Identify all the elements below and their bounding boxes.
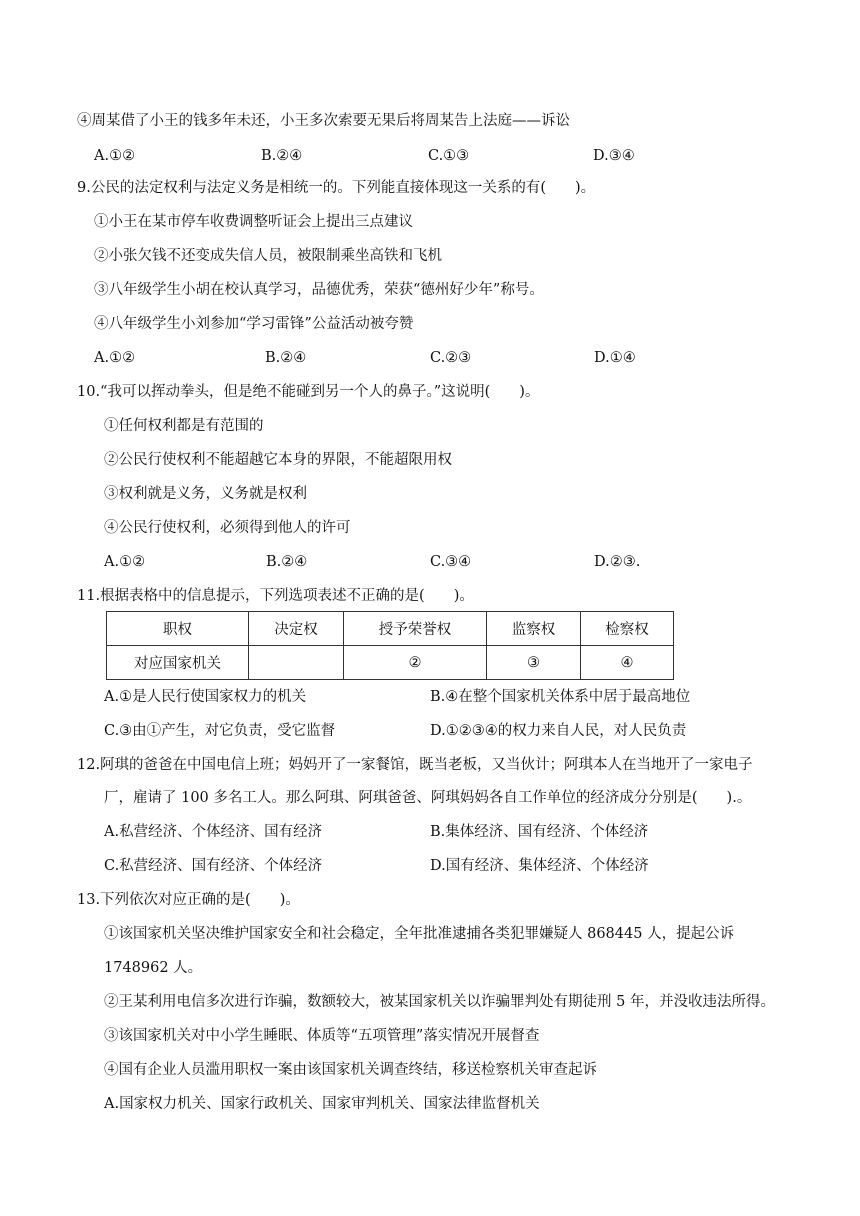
q9-option-b: B.②④ bbox=[265, 350, 307, 366]
q12-option-b: B.集体经济、国有经济、个体经济 bbox=[430, 824, 649, 840]
q13-item-2: ②王某利用电信多次进行诈骗，数额较大，被某国家机关以诈骗罪判处有期徒刑 5 年，并没收违法所得。 bbox=[104, 994, 775, 1010]
table-header-cell: 授予荣誉权 bbox=[344, 612, 487, 646]
q8-option-c: C.①③ bbox=[428, 148, 470, 164]
table-header-cell: 职权 bbox=[107, 612, 249, 646]
q9-item-2: ②小张欠钱不还变成失信人员，被限制乘坐高铁和飞机 bbox=[94, 248, 442, 264]
table-cell: ③ bbox=[487, 646, 581, 680]
q11-table bbox=[106, 611, 674, 680]
q11-option-a: A.①是人民行使国家权力的机关 bbox=[104, 689, 307, 705]
q10-option-a: A.①② bbox=[104, 554, 146, 570]
q10-item-3: ③权利就是义务，义务就是权利 bbox=[104, 486, 307, 502]
q9-option-c: C.②③ bbox=[430, 350, 472, 366]
table-cell: 对应国家机关 bbox=[107, 646, 249, 680]
q9-option-d: D.①④ bbox=[594, 350, 636, 366]
q10-option-d: D.②③. bbox=[594, 554, 641, 570]
q9-item-4: ④八年级学生小刘参加“学习雷锋”公益活动被夸赞 bbox=[94, 316, 414, 332]
q13-item-3: ③该国家机关对中小学生睡眠、体质等“五项管理”落实情况开展督查 bbox=[104, 1028, 540, 1044]
q8-option-d: D.③④ bbox=[593, 148, 635, 164]
q8-option-b: B.②④ bbox=[261, 148, 303, 164]
q10-item-4: ④公民行使权利，必须得到他人的许可 bbox=[104, 520, 351, 536]
q9-stem: 9.公民的法定权利与法定义务是相统一的。下列能直接体现这一关系的有( )。 bbox=[77, 180, 596, 196]
q11-option-c: C.③由①产生，对它负责，受它监督 bbox=[104, 723, 336, 739]
q13-item-1: ①该国家机关坚决维护国家安全和社会稳定，全年批准逮捕各类犯罪嫌疑人 868445 人，提起公诉 bbox=[104, 926, 735, 942]
q12-stem-line-2: 厂，雇请了 100 多名工人。那么阿琪、阿琪爸爸、阿琪妈妈各自工作单位的经济成分分别是( ).。 bbox=[104, 790, 752, 806]
q10-stem: 10.“我可以挥动拳头，但是绝不能碰到另一个人的鼻子。”这说明( )。 bbox=[77, 384, 540, 400]
q10-option-b: B.②④ bbox=[266, 554, 308, 570]
q12-option-d: D.国有经济、集体经济、个体经济 bbox=[430, 858, 649, 874]
table-row bbox=[107, 646, 674, 680]
q12-option-a: A.私营经济、个体经济、国有经济 bbox=[104, 824, 323, 840]
table-cell: ④ bbox=[581, 646, 674, 680]
q11-option-b: B.④在整个国家机关体系中居于最高地位 bbox=[430, 689, 691, 705]
q13-item-1-cont: 1748962 人。 bbox=[104, 960, 203, 976]
q13-item-4: ④国有企业人员滥用职权一案由该国家机关调查终结，移送检察机关审查起诉 bbox=[104, 1062, 597, 1078]
q11-option-d: D.①②③④的权力来自人民，对人民负责 bbox=[430, 723, 687, 739]
table-cell bbox=[249, 646, 344, 680]
q10-option-c: C.③④ bbox=[430, 554, 472, 570]
table-header-cell: 监察权 bbox=[487, 612, 581, 646]
q13-option-a: A.国家权力机关、国家行政机关、国家审判机关、国家法律监督机关 bbox=[104, 1096, 540, 1112]
q9-option-a: A.①② bbox=[94, 350, 136, 366]
q9-item-1: ①小王在某市停车收费调整听证会上提出三点建议 bbox=[94, 214, 413, 230]
q11-stem: 11.根据表格中的信息提示，下列选项表述不正确的是( )。 bbox=[77, 588, 474, 604]
table-header-row bbox=[107, 612, 674, 646]
q12-stem-line-1: 12.阿琪的爸爸在中国电信上班；妈妈开了一家餐馆，既当老板，又当伙计；阿琪本人在当地开了一家电子 bbox=[77, 757, 753, 773]
table-header-cell: 决定权 bbox=[249, 612, 344, 646]
q12-option-c: C.私营经济、国有经济、个体经济 bbox=[104, 858, 323, 874]
q13-stem: 13.下列依次对应正确的是( )。 bbox=[77, 892, 300, 908]
q10-item-2: ②公民行使权利不能超越它本身的界限，不能超限用权 bbox=[104, 452, 452, 468]
table-cell: ② bbox=[344, 646, 487, 680]
q10-item-1: ①任何权利都是有范围的 bbox=[104, 418, 264, 434]
q8-option-a: A.①② bbox=[94, 148, 136, 164]
table-header-cell: 检察权 bbox=[581, 612, 674, 646]
q9-item-3: ③八年级学生小胡在校认真学习，品德优秀，荣获“德州好少年”称号。 bbox=[94, 282, 544, 298]
q8-item-4: ④周某借了小王的钱多年未还，小王多次索要无果后将周某告上法庭——诉讼 bbox=[77, 113, 570, 129]
